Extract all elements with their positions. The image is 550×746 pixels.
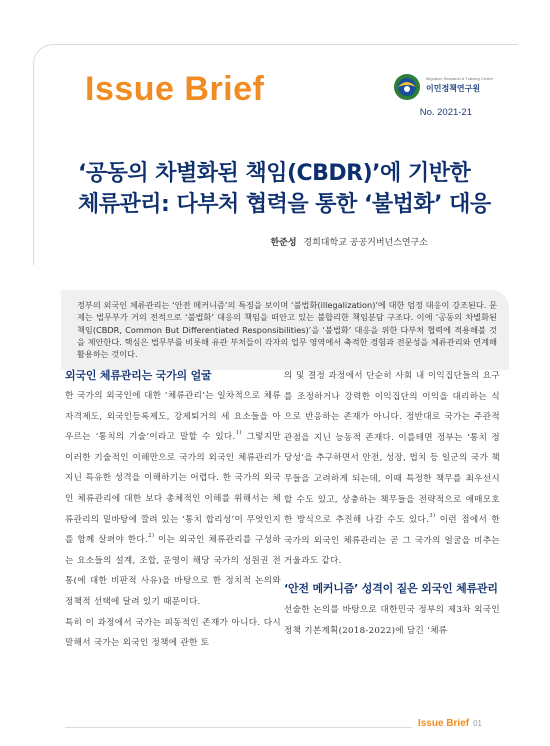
author-name: 한준성 [270, 238, 297, 248]
page-title [78, 158, 498, 220]
page-number: 01 [473, 719, 482, 728]
footnote-ref: 2) [148, 533, 155, 540]
issue-number: No. 2021-21 [419, 107, 472, 118]
footer [412, 718, 482, 729]
right-column [284, 366, 500, 641]
footer-brand: Issue Brief [417, 718, 470, 729]
title-line-2: 체류관리: 다부처 협력을 통한 ‘불법화’ 대응 [78, 192, 491, 217]
title-line-1: ‘공동의 차별화된 책임(CBDR)’에 기반한 [78, 161, 471, 186]
brand-title: Issue Brief [85, 70, 265, 108]
org-korean-name: 이민정책연구원 [426, 84, 481, 93]
emblem-icon [392, 72, 422, 102]
footnote-ref: 1) [235, 430, 242, 437]
section-heading-2: ‘안전 메커니즘’ 성격이 짙은 외국인 체류관리 [284, 581, 498, 595]
org-english-name: Migration Research & Training Centre [426, 76, 493, 81]
summary-box: 정부의 외국인 체류관리는 ‘안전 메커니즘’의 특징을 보이며 ‘불법화(illegalization)’에 대한 엄정 대응이 강조된다. 문제는 법무부가 거의 전적으로 ‘불법화’ 대응의 책임을 떠안고 있는 불합리한 책임분담 구조다. 이에 ‘공동의 차별화된 책임(CBDR, Common But Differentiated Responsibilities)’을 ‘불법화’ 대응을 위한 다부처 협력에 적용해볼 것을 제안한다. 핵심은 법무부를 비롯해 유관 부처들이 각자의 업무 영역에서 축적한 경험과 전문성을 체류관리와 연계해 활용하는 것이다. [61, 290, 509, 370]
left-column [65, 366, 281, 654]
paragraph: 의 및 결정 과정에서 단순히 사회 내 이익집단들의 요구를 조정하거나 강력한 이익집단의 이익을 대리하는 식으로 반응하는 존재가 아니다. 정반대로 국가는 주관적 관점을 지닌 능동적 존재다. 이를테면 정부는 ‘통치 정당성’을 추구하면서 안전, 성장, 법치 등 일군의 국가 책무들을 고려하게 되는데, 이때 특정한 책무를 최우선시할 수도 있고, 상충하는 책무들을 전략적으로 애매모호한 방식으로 추진해 나갈 수도 있다.$^{3)}$ 이런 점에서 한 국가의 외국인 체류관리는 곧 그 국가의 얼굴을 비추는 거울과도 같다. [284, 371, 500, 567]
footnote-ref: 3) [429, 513, 436, 520]
org-logo [392, 72, 504, 106]
section-heading-1: 외국인 체류관리는 국가의 얼굴 [65, 369, 212, 382]
paragraph: 특히 이 과정에서 국가는 피동적인 존재가 아니다. 다시 말해서 국가는 외국인 정책에 관한 토 [65, 617, 281, 649]
author-line [270, 235, 428, 248]
paragraph: 선술한 논의를 바탕으로 대한민국 정부의 제3차 외국인정책 기본계획(2018-2022)에 담긴 ‘체류 [284, 604, 500, 636]
paragraph: 한 국가의 외국인에 대한 ‘체류관리’는 일차적으로 체류자격제도, 외국인등록제도, 강제퇴거의 세 요소들을 아우르는 ‘통치의 기술’이라고 말할 수 있다.$^{1)}$ 그렇지만 이러한 기술적인 이해만으로 국가의 외국인 체류관리가 지닌 특유한 성격을 이해하기는 어렵다. 한 국가의 외국인 체류관리에 대한 보다 총체적인 이해를 위해서는 체류관리의 밑바탕에 깔려 있는 ‘통치 합리성’이 무엇인지를 함께 살펴야 한다.$^{2)}$ 이는 외국인 체류관리를 구성하는 요소들의 설계, 조합, 운영이 해당 국가의 성원권 전통(에 대한 비판적 사유)을 바탕으로 한 정치적 논의와 정책적 선택에 달려 있기 때문이다. [65, 391, 281, 607]
author-affiliation: 경희대학교 공공거버넌스연구소 [303, 238, 428, 248]
